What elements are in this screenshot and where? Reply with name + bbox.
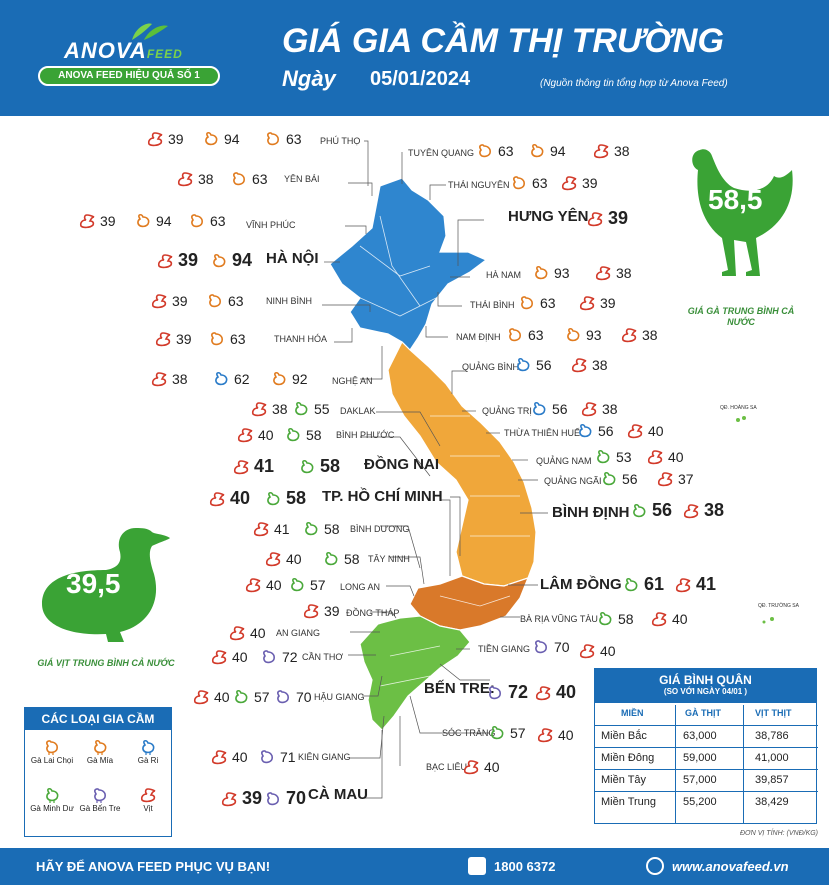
duck-red-icon [264,550,282,568]
duck-red-icon [580,400,598,418]
province-label: LÂM ĐỒNG [540,576,622,593]
province-label: THỪA THIÊN HUẾ [504,428,581,438]
province-label: PHÚ THỌ [320,136,361,146]
price-value: 40 [266,577,282,593]
province-label: HẬU GIANG [314,692,365,702]
duck-red-icon [228,624,246,642]
price-value: 70 [286,788,307,808]
price-value: 39 [600,295,616,311]
province-label: LONG AN [340,582,381,592]
legend-title: CÁC LOẠI GIA CẦM [25,708,171,730]
duck-red-icon [156,252,174,270]
hen-orange-icon [532,264,550,282]
poultry-legend [24,707,172,837]
duck-red-icon [682,502,700,520]
chicken-green-icon [43,786,61,804]
rooster-purple-icon [532,638,550,656]
phone-icon [468,857,486,875]
price-value: 40 [250,625,266,641]
duck-average-caption: GIÁ VỊT TRUNG BÌNH CẢ NƯỚC [37,658,175,668]
anova-logo[interactable] [38,20,220,88]
province-label: HÀ NỘI [266,250,319,267]
province-label: QUẢNG NGÃI [544,476,602,486]
chicken-green-icon [264,490,282,508]
price-value: 40 [286,551,302,567]
duck-red-icon [674,576,692,594]
chicken-green-icon [288,576,306,594]
price-value: 94 [550,143,566,159]
duck-red-icon [578,642,596,660]
province-label: BÌNH DƯƠNG [350,524,410,534]
price-value: 38 [642,327,658,343]
price-value: 70 [296,689,312,705]
chicken-blue-icon [530,400,548,418]
chicken-average-value: 58,5 [708,184,763,215]
duck-red-icon [244,576,262,594]
price-value: 41 [696,574,717,594]
duck-red-icon [78,212,96,230]
duck-red-icon [586,210,604,228]
duck-red-icon [154,330,172,348]
price-value: 93 [554,265,570,281]
legend-label: Gà Mía [86,756,114,765]
price-value: 40 [258,427,274,443]
price-value: 39 [324,603,340,619]
chicken-blue-icon [139,738,157,756]
duck-average [36,508,176,668]
price-value: 93 [586,327,602,343]
legend-label: Gà Ri [137,756,159,765]
price-value: 55 [314,401,330,417]
province-label: AN GIANG [276,628,321,638]
hen-orange-icon [210,252,228,270]
duck-red-icon [232,458,250,476]
chicken-green-icon [596,610,614,628]
price-value: 57 [254,689,270,705]
price-value: 40 [558,727,574,743]
province-label: BẾN TRE: [424,680,495,697]
region-north [330,178,486,350]
hen-orange-icon [270,370,288,388]
price-value: 40 [672,611,688,627]
unit-note: ĐƠN VỊ TÍNH: (VNĐ/KG) [740,830,819,837]
province-label: BÌNH ĐỊNH [552,504,630,521]
footer-bar [0,848,829,885]
duck-red-icon [656,470,674,488]
table-row: Miền Tây 57,000 39,857 [601,774,789,786]
price-value: 40 [484,759,500,775]
price-value: 94 [232,250,253,270]
province-label: NINH BÌNH [266,296,313,306]
chicken-green-icon [488,724,506,742]
hen-orange-icon [91,738,109,756]
duck-red-icon [620,326,638,344]
duck-red-icon [594,264,612,282]
rooster-purple-icon [274,688,292,706]
province-label: TUYÊN QUANG [408,148,475,158]
source-note: (Nguồn thông tin tổng hợp từ Anova Feed) [540,78,728,89]
duck-red-icon [150,370,168,388]
province-label: QUẢNG BÌNH [462,362,520,372]
legend-label: Gà Bến Tre [79,804,121,813]
price-value: 38 [172,371,188,387]
province-label: BẠC LIÊU [426,762,468,772]
province-label: TÂY NINH [368,554,410,564]
price-value: 39 [172,293,188,309]
col-chicken: GÀ THỊT [685,708,721,718]
footer-slogan: HÃY ĐỂ ANOVA FEED PHỤC VỤ BẠN! [36,859,271,874]
price-value: 53 [616,449,632,465]
legend-item-ga-ben-tre [75,786,125,813]
province-label: SÓC TRĂNG [442,728,496,738]
duck-red-icon [192,688,210,706]
price-value: 39 [100,213,116,229]
duck-red-icon [578,294,596,312]
price-value: 39 [168,131,184,147]
province-label: ĐỒNG THÁP [346,608,400,618]
price-value: 38 [614,143,630,159]
province-label: KIÊN GIANG [298,752,351,762]
duck-red-icon [534,684,552,702]
price-value: 71 [280,749,296,765]
price-value: 40 [232,649,248,665]
table-subtitle: (SO VỚI NGÀY 04/01 ) [663,687,748,696]
table-row: Miền Đông 59,000 41,000 [601,752,789,764]
price-value: 56 [622,471,638,487]
chicken-green-icon [594,448,612,466]
rooster-orange-icon [476,142,494,160]
price-value: 63 [532,175,548,191]
price-value: 58 [618,611,634,627]
duck-red-icon [139,786,157,804]
duck-red-icon [302,602,320,620]
price-value: 58 [344,551,360,567]
duck-red-icon [210,648,228,666]
duck-red-icon [150,292,168,310]
price-value: 39 [582,175,598,191]
hen-orange-icon [202,130,220,148]
duck-average-value: 39,5 [66,568,121,599]
price-value: 41 [254,456,275,476]
legend-item-ga-ri [123,738,173,765]
logo-word: ANOVA [64,38,147,63]
duck-red-icon [250,400,268,418]
province-label: HÀ NAM [486,270,522,280]
duck-red-icon [646,448,664,466]
island-label-truong-sa: QĐ. TRƯỜNG SA [758,603,799,609]
province-label: TP. HỒ CHÍ MINH [322,488,443,505]
province-label: TIỀN GIANG [478,644,531,654]
rooster-purple-icon [258,748,276,766]
rooster-orange-icon [230,170,248,188]
price-value: 40 [668,449,684,465]
legend-label: Gà Minh Dư [30,804,74,813]
chicken-blue-icon [212,370,230,388]
province-label: YÊN BÁI [284,174,320,184]
price-value: 40 [214,689,230,705]
col-region: MIỀN [621,708,644,718]
hen-orange-icon [528,142,546,160]
average-price-table [594,668,817,824]
chicken-average-caption: GIÁ GÀ TRUNG BÌNH CẢ NƯỚC [687,306,795,327]
duck-red-icon [560,174,578,192]
province-label: QUẢNG NAM [536,456,592,466]
table-row: Miền Bắc 63,000 38,786 [601,730,789,742]
date-label: Ngày [282,66,336,91]
col-duck: VỊT THỊT [755,708,792,718]
price-value: 70 [554,639,570,655]
legend-label: Gà Lai Chọi [30,756,74,765]
chicken-blue-icon [576,422,594,440]
table-title: GIÁ BÌNH QUÂN [659,673,752,687]
duck-red-icon [536,726,554,744]
rooster-orange-icon [506,326,524,344]
price-value: 39 [178,250,199,270]
province-label: THÁI BÌNH [470,300,515,310]
price-value: 57 [310,577,326,593]
province-label: ĐỒNG NAI [364,456,439,473]
chicken-green-icon [292,400,310,418]
chicken-green-icon [622,576,640,594]
province-label: HƯNG YÊN [508,208,589,225]
price-value: 63 [528,327,544,343]
header-banner [0,0,829,116]
island-label-hoang-sa: QĐ. HOÀNG SA [720,405,757,411]
legend-item-ga-mia [75,738,125,765]
price-value: 58 [320,456,341,476]
duck-red-icon [210,748,228,766]
chicken-average [682,130,800,327]
price-value: 56 [536,357,552,373]
price-value: 63 [540,295,556,311]
rooster-orange-icon [206,292,224,310]
province-label: DAKLAK [340,406,376,416]
legend-label: Vịt [143,804,153,813]
legend-item-vit [123,786,173,813]
table-row: Miền Trung 55,200 38,429 [601,796,789,808]
price-value: 63 [286,131,302,147]
logo-tagline: ANOVA FEED HIỆU QUẢ SỐ 1 [38,66,220,86]
duck-red-icon [570,356,588,374]
province-label: BÀ RỊA VŨNG TÀU [520,614,598,624]
globe-icon [646,857,664,875]
price-value: 56 [552,401,568,417]
price-value: 72 [508,682,529,702]
chicken-green-icon [302,520,320,538]
chicken-green-icon [284,426,302,444]
price-value: 63 [210,213,226,229]
chicken-green-icon [600,470,618,488]
province-label: THÁI NGUYÊN [448,180,510,190]
duck-red-icon [252,520,270,538]
province-label: VĨNH PHÚC [246,220,296,230]
duck-red-icon [236,426,254,444]
price-value: 94 [224,131,240,147]
price-value: 63 [230,331,246,347]
price-value: 40 [648,423,664,439]
footer-website[interactable]: www.anovafeed.vn [672,859,789,874]
rooster-orange-icon [518,294,536,312]
price-value: 40 [232,749,248,765]
rooster-orange-icon [188,212,206,230]
province-label: THANH HÓA [274,334,328,344]
rooster-purple-icon [260,648,278,666]
price-value: 56 [598,423,614,439]
logo-feed: FEED [146,47,183,61]
price-value: 58 [286,488,307,508]
duck-red-icon [650,610,668,628]
price-value: 58 [324,521,340,537]
price-value: 39 [608,208,629,228]
footer-phone[interactable]: 1800 6372 [494,859,556,874]
rooster-orange-icon [43,738,61,756]
page-title: GIÁ GIA CẦM THỊ TRƯỜNG [282,22,724,60]
province-label: CẦN THƠ [302,652,344,662]
price-value: 38 [592,357,608,373]
price-value: 63 [252,171,268,187]
province-label: NAM ĐỊNH [456,332,501,342]
price-value: 63 [228,293,244,309]
duck-red-icon [626,422,644,440]
price-value: 61 [644,574,665,594]
price-value: 38 [272,401,288,417]
price-value: 39 [242,788,263,808]
province-label: NGHỆ AN [332,376,373,386]
legend-item-ga-lai-choi [27,738,77,765]
rooster-purple-icon [91,786,109,804]
price-value: 38 [704,500,725,520]
price-value: 94 [156,213,172,229]
date-value: 05/01/2024 [370,68,471,90]
table-header-row [595,705,818,725]
rooster-purple-icon [486,684,504,702]
province-label: BÌNH PHƯỚC [336,430,395,440]
price-value: 92 [292,371,308,387]
province-label: QUẢNG TRỊ [482,406,532,416]
price-value: 56 [652,500,673,520]
chicken-green-icon [630,502,648,520]
price-value: 39 [176,331,192,347]
rooster-orange-icon [510,174,528,192]
legend-item-ga-minh-du [27,786,77,813]
map-area [0,116,829,846]
price-value: 72 [282,649,298,665]
hen-orange-icon [134,212,152,230]
rooster-orange-icon [264,130,282,148]
price-value: 38 [198,171,214,187]
duck-red-icon [176,170,194,188]
duck-red-icon [146,130,164,148]
duck-red-icon [462,758,480,776]
price-value: 41 [274,521,290,537]
chicken-green-icon [232,688,250,706]
rooster-purple-icon [264,790,282,808]
price-value: 38 [616,265,632,281]
price-value: 37 [678,471,694,487]
chicken-green-icon [322,550,340,568]
duck-red-icon [208,490,226,508]
chicken-green-icon [298,458,316,476]
price-value: 58 [306,427,322,443]
hen-orange-icon [564,326,582,344]
chicken-blue-icon [514,356,532,374]
duck-red-icon [220,790,238,808]
price-value: 57 [510,725,526,741]
price-value: 40 [230,488,251,508]
region-mekong [360,616,470,730]
price-value: 62 [234,371,250,387]
price-value: 40 [556,682,577,702]
price-value: 63 [498,143,514,159]
price-value: 40 [600,643,616,659]
province-label: CÀ MAU [308,786,368,803]
duck-red-icon [592,142,610,160]
price-value: 38 [602,401,618,417]
rooster-orange-icon [208,330,226,348]
